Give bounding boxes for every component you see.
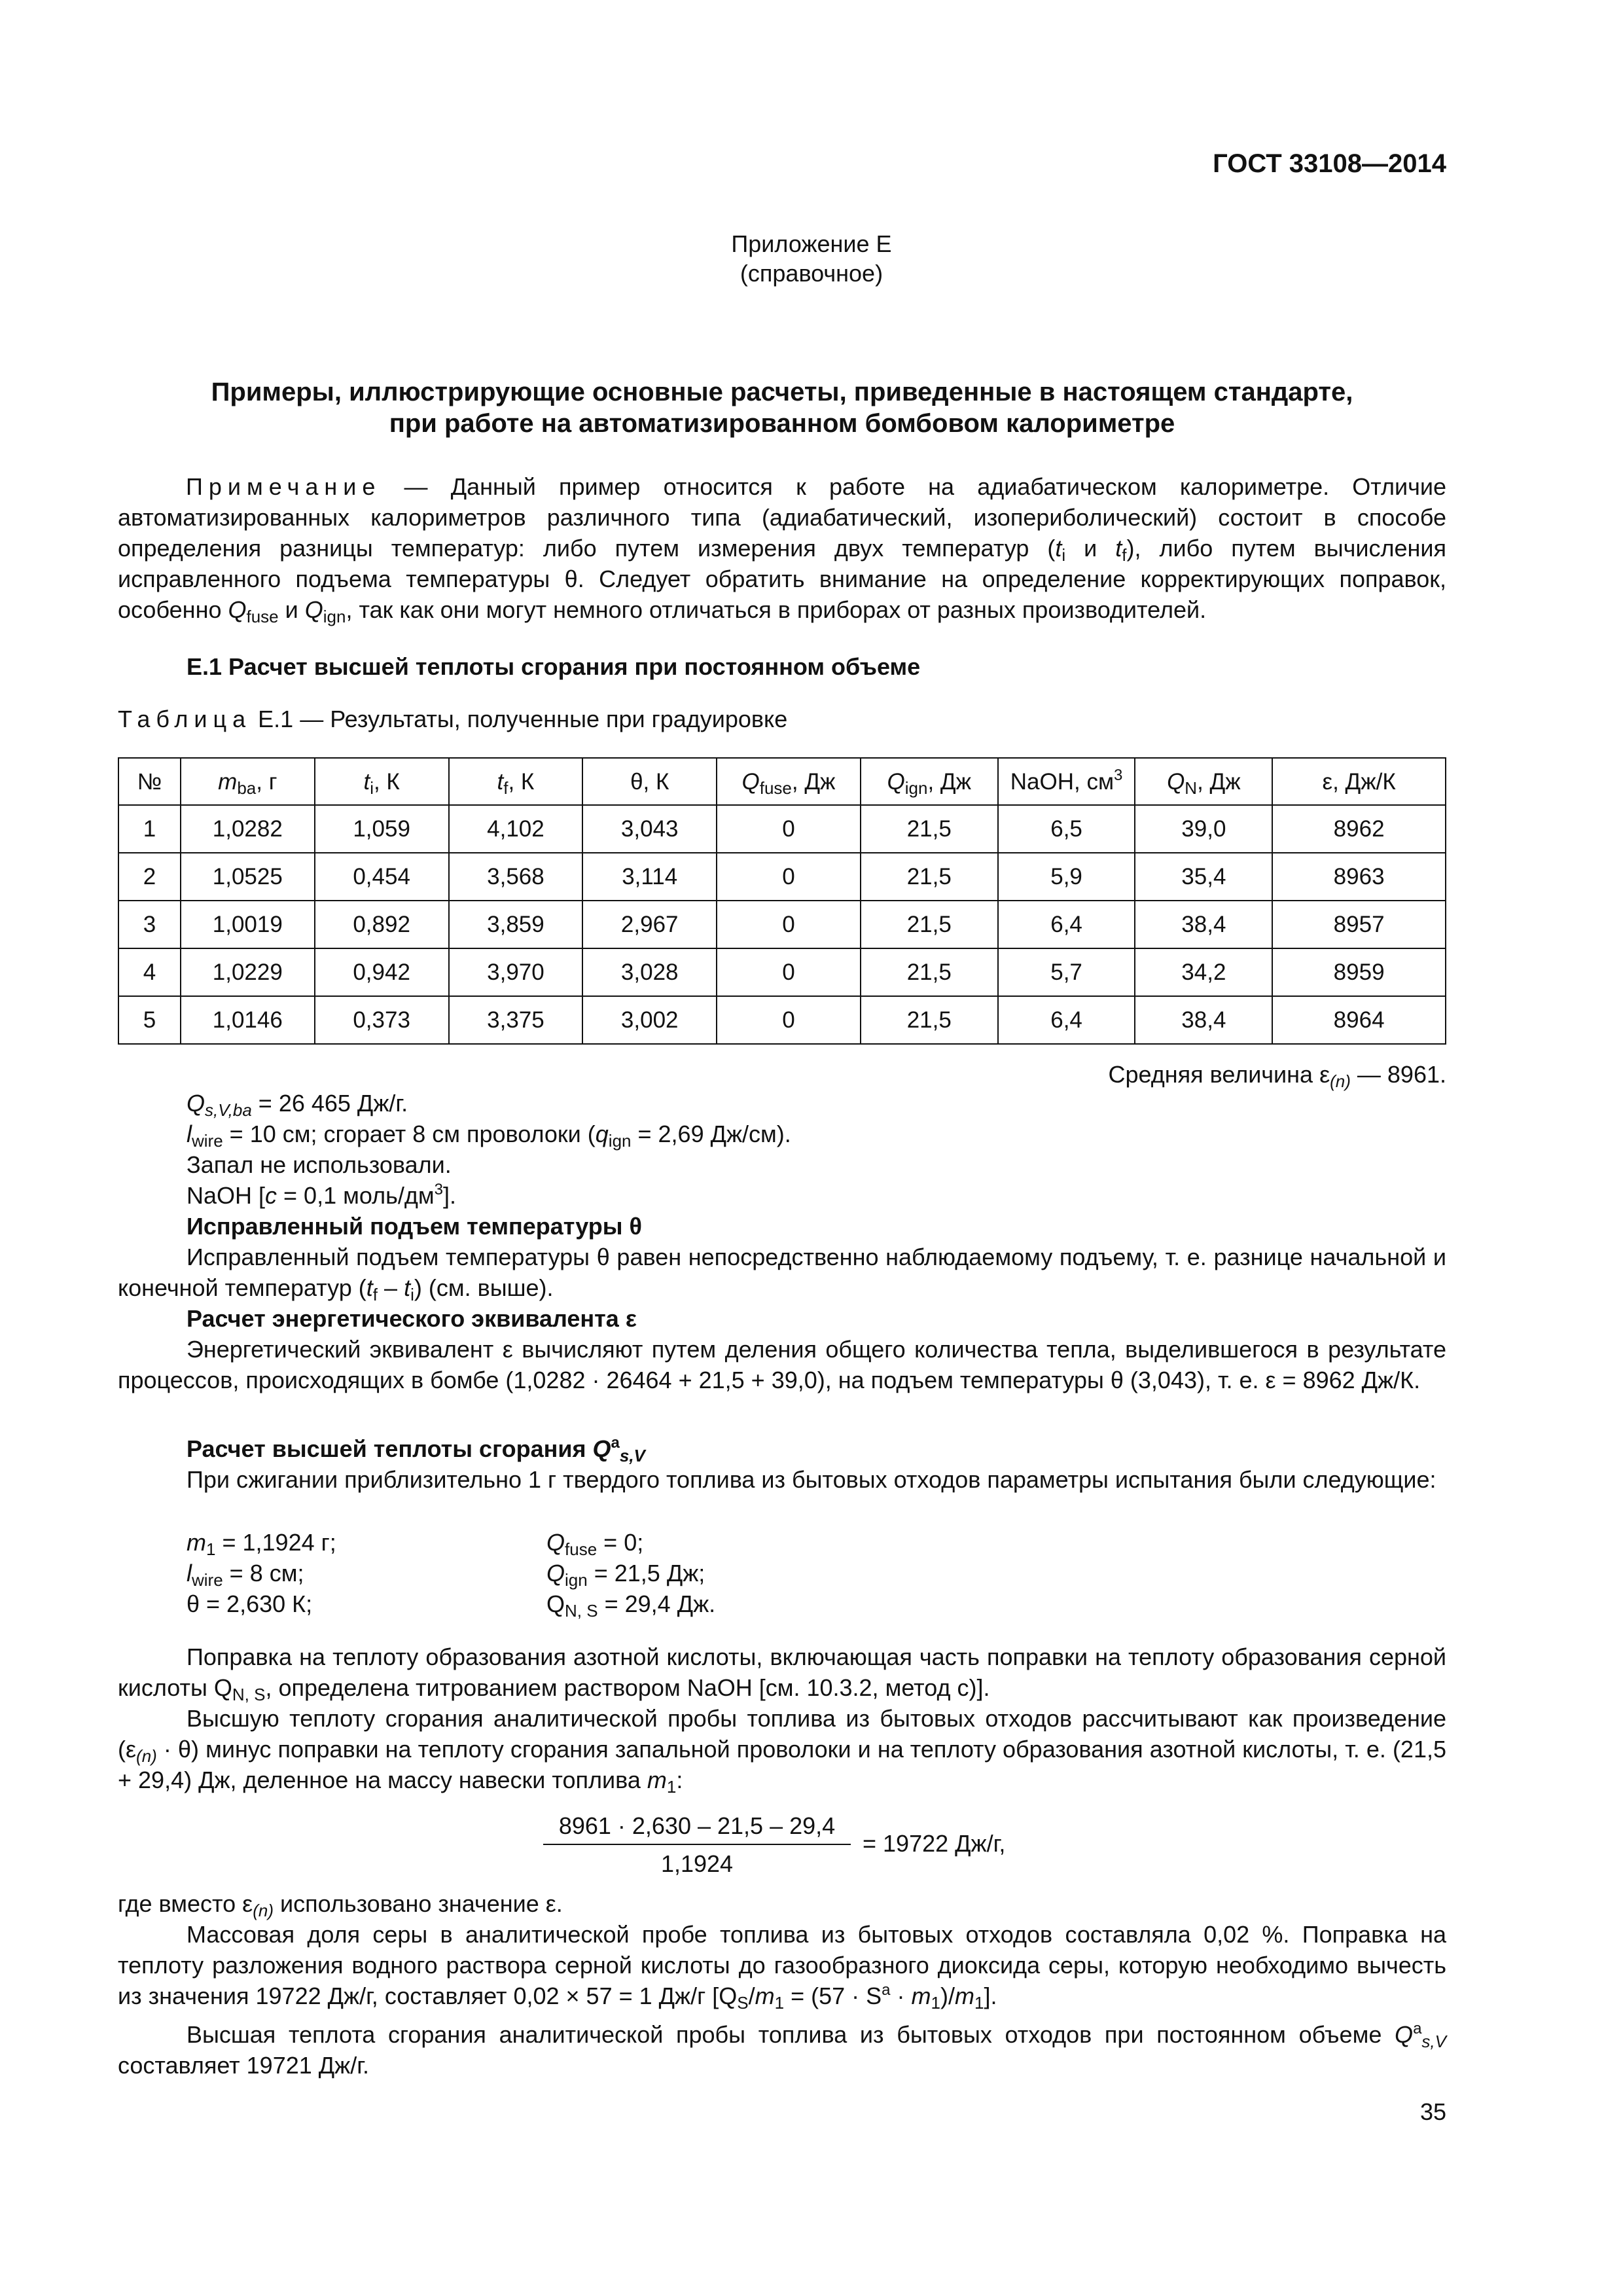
cell-ti: 0,892 bbox=[315, 901, 449, 948]
param-q-ns bbox=[546, 1588, 715, 1619]
symbol: q bbox=[595, 1121, 609, 1147]
header-number: № bbox=[118, 758, 181, 805]
annex-title: Приложение Е bbox=[731, 230, 892, 257]
subscript: N bbox=[1185, 778, 1198, 798]
result-paragraph bbox=[118, 2019, 1446, 2081]
average-label: Средняя величина ε bbox=[1108, 1061, 1330, 1088]
table-label: Таблица bbox=[118, 706, 252, 732]
table-row bbox=[118, 853, 1446, 901]
cell-tf: 3,568 bbox=[449, 853, 583, 901]
cell-theta: 3,028 bbox=[582, 948, 717, 996]
param-qsv bbox=[187, 1088, 1446, 1119]
text: Расчет высшей теплоты сгорания bbox=[187, 1435, 593, 1462]
subscript: 1 bbox=[774, 1993, 785, 2013]
subscript: i bbox=[370, 778, 374, 798]
text: использовано значение ε. bbox=[273, 1890, 563, 1917]
value: = 8 см; bbox=[223, 1560, 304, 1587]
header-energy-equivalent: ε, Дж/К bbox=[1272, 758, 1446, 805]
header-final-temp bbox=[449, 758, 583, 805]
subscript: 1 bbox=[206, 1539, 216, 1559]
subscript: s,V,ba bbox=[205, 1100, 252, 1120]
cell-ti: 0,373 bbox=[315, 996, 449, 1044]
symbol: Q bbox=[887, 768, 905, 795]
text: = (57 · S bbox=[784, 1982, 882, 2009]
text: )/ bbox=[940, 1982, 955, 2009]
text: = 0,1 моль/дм bbox=[277, 1182, 435, 1209]
table-row bbox=[118, 948, 1446, 996]
subscript: N, S bbox=[232, 1685, 266, 1704]
text: / bbox=[748, 1982, 755, 2009]
header-q-fuse bbox=[717, 758, 861, 805]
value: = 21,5 Дж; bbox=[587, 1560, 705, 1587]
page-title bbox=[118, 376, 1446, 439]
subscript: ba bbox=[237, 778, 257, 798]
cell-mass: 1,0525 bbox=[181, 853, 315, 901]
subscript: wire bbox=[192, 1570, 223, 1590]
sulfur-correction-paragraph bbox=[118, 1919, 1446, 2011]
symbol: Q bbox=[741, 768, 760, 795]
symbol-t: t bbox=[1055, 535, 1062, 562]
cell-q-n: 35,4 bbox=[1135, 853, 1272, 901]
page-title-line-2: при работе на автоматизированном бомбовом калориметре bbox=[389, 409, 1175, 438]
text: ]. bbox=[442, 1182, 456, 1209]
header-q-ign bbox=[861, 758, 998, 805]
note-label: Примечание bbox=[186, 473, 382, 500]
note-text: , так как они могут немного отличаться в приборах от разных производителей. bbox=[346, 596, 1207, 623]
subscript: f bbox=[503, 778, 508, 798]
symbol: Q bbox=[546, 1560, 565, 1587]
superscript: a bbox=[1413, 2020, 1422, 2037]
superscript: a bbox=[882, 1981, 891, 1999]
note-text: ), либо путем вычисления исправленного подъема температуры θ. Следует обратить внимание на определение корректирующих поправок, особенно bbox=[118, 535, 1446, 623]
symbol: t bbox=[366, 1274, 373, 1301]
text: составляет 19721 Дж/г. bbox=[118, 2052, 369, 2079]
text: – bbox=[378, 1274, 404, 1301]
subscript: ign bbox=[323, 607, 346, 626]
symbol: t bbox=[404, 1274, 411, 1301]
text: Исправленный подъем температуры θ равен непосредственно наблюдаемому подъему, т. е. разнице начальной и конечной температур ( bbox=[118, 1244, 1446, 1301]
table-row bbox=[118, 996, 1446, 1044]
value: = 29,4 Дж. bbox=[597, 1590, 716, 1617]
average-value bbox=[118, 1059, 1446, 1090]
symbol: Q bbox=[546, 1529, 565, 1556]
subscript: fuse bbox=[246, 607, 279, 626]
cell-q-ign: 21,5 bbox=[861, 901, 998, 948]
text: Поправка на теплоту образования азотной кислоты, включающая часть поправки на теплоту образования серной кислоты Q bbox=[118, 1643, 1446, 1701]
cell-theta: 3,114 bbox=[582, 853, 717, 901]
subscript: ign bbox=[565, 1570, 588, 1590]
text: : bbox=[676, 1767, 683, 1793]
section-heading-e1: Е.1 Расчет высшей теплоты сгорания при постоянном объеме bbox=[187, 653, 921, 680]
annex-type: (справочное) bbox=[740, 260, 883, 287]
superscript: 3 bbox=[434, 1181, 443, 1198]
unit: , г bbox=[256, 768, 277, 795]
subscript: s,V bbox=[1421, 2032, 1446, 2051]
value: = 10 см; сгорает 8 см проволоки ( bbox=[223, 1121, 596, 1147]
symbol: m bbox=[647, 1767, 667, 1793]
subscript: N, S bbox=[565, 1601, 598, 1621]
subscript: (n) bbox=[253, 1901, 274, 1920]
cell-q-n: 38,4 bbox=[1135, 901, 1272, 948]
page-number: 35 bbox=[1419, 2098, 1446, 2125]
cell-mass: 1,0282 bbox=[181, 805, 315, 853]
value: = 2,69 Дж/см). bbox=[631, 1121, 791, 1147]
symbol: m bbox=[187, 1529, 206, 1556]
header-naoh bbox=[998, 758, 1135, 805]
subscript: f bbox=[372, 1285, 378, 1304]
gross-intro-paragraph: При сжигании приблизительно 1 г твердого топлива из бытовых отходов параметры испытания были следующие: bbox=[187, 1466, 1436, 1493]
symbol: m bbox=[755, 1982, 775, 2009]
table-title: Е.1 — Результаты, полученные при градуировке bbox=[251, 706, 788, 732]
text: NaOH [ bbox=[187, 1182, 266, 1209]
cell-theta: 3,002 bbox=[582, 996, 717, 1044]
page-title-line-1: Примеры, иллюстрирующие основные расчеты, приведенные в настоящем стандарте, bbox=[211, 378, 1353, 406]
label: NaOH, см bbox=[1010, 768, 1115, 795]
cell-tf: 4,102 bbox=[449, 805, 583, 853]
value: = 26 465 Дж/г. bbox=[251, 1090, 408, 1117]
cell-theta: 2,967 bbox=[582, 901, 717, 948]
cell-q-ign: 21,5 bbox=[861, 805, 998, 853]
text: ]. bbox=[984, 1982, 997, 2009]
cell-naoh: 5,7 bbox=[998, 948, 1135, 996]
cell-q-n: 39,0 bbox=[1135, 805, 1272, 853]
param-wire bbox=[187, 1558, 1446, 1588]
superscript: 3 bbox=[1114, 766, 1123, 784]
cell-naoh: 6,5 bbox=[998, 805, 1135, 853]
heading-gross-calorific bbox=[187, 1433, 1446, 1464]
param-naoh bbox=[187, 1180, 1446, 1211]
symbol: Q bbox=[546, 1590, 565, 1617]
calculation-paragraph bbox=[118, 1703, 1446, 1795]
subscript: fuse bbox=[565, 1539, 597, 1559]
param-fuse: Запал не использовали. bbox=[187, 1151, 452, 1178]
symbol: c bbox=[265, 1182, 277, 1209]
unit: , Дж bbox=[927, 768, 972, 795]
text: · bbox=[890, 1982, 912, 2009]
cell-epsilon: 8959 bbox=[1272, 948, 1446, 996]
cell-number: 2 bbox=[118, 853, 181, 901]
cell-epsilon: 8964 bbox=[1272, 996, 1446, 1044]
subscript: i bbox=[410, 1285, 414, 1304]
symbol: m bbox=[218, 768, 238, 795]
table-row bbox=[118, 901, 1446, 948]
symbol: m bbox=[911, 1982, 931, 2009]
symbol: m bbox=[954, 1982, 974, 2009]
text: где вместо ε bbox=[118, 1890, 253, 1917]
param-theta: θ = 2,630 К; bbox=[187, 1590, 313, 1617]
standard-number: ГОСТ 33108—2014 bbox=[1213, 149, 1446, 178]
subscript: 1 bbox=[666, 1777, 677, 1797]
cell-tf: 3,859 bbox=[449, 901, 583, 948]
text: Высшая теплота сгорания аналитической пробы топлива из бытовых отходов при постоянном объеме bbox=[187, 2021, 1395, 2048]
cell-q-n: 34,2 bbox=[1135, 948, 1272, 996]
symbol: t bbox=[497, 768, 504, 795]
header-initial-temp bbox=[315, 758, 449, 805]
superscript: a bbox=[611, 1434, 620, 1452]
note-text: — Данный пример относится к работе на адиабатическом калориметре. Отличие автоматизированных калориметров различного типа (адиабатический, изопериболический) состоит в способе определения разницы температур: либо путем измерения двух температур ( bbox=[118, 473, 1446, 562]
table-header-row bbox=[118, 758, 1446, 805]
symbol-t: t bbox=[1115, 535, 1122, 562]
fraction-bar bbox=[543, 1844, 851, 1845]
cell-mass: 1,0229 bbox=[181, 948, 315, 996]
symbol: l bbox=[187, 1560, 192, 1587]
cell-q-fuse: 0 bbox=[717, 996, 861, 1044]
cell-q-n: 38,4 bbox=[1135, 996, 1272, 1044]
subscript: ign bbox=[904, 778, 928, 798]
cell-tf: 3,375 bbox=[449, 996, 583, 1044]
formula-denominator: 1,1924 bbox=[660, 1850, 734, 1877]
cell-q-ign: 21,5 bbox=[861, 996, 998, 1044]
heading-energy-equivalent: Расчет энергетического эквивалента ε bbox=[187, 1305, 637, 1332]
subscript: ign bbox=[608, 1131, 632, 1151]
subscript: 1 bbox=[931, 1993, 940, 2013]
table-caption bbox=[118, 704, 787, 734]
symbol: Q bbox=[1395, 2021, 1414, 2048]
symbol: Q bbox=[1167, 768, 1185, 795]
formula-result: = 19722 Дж/г, bbox=[863, 1830, 1006, 1857]
subscript: fuse bbox=[759, 778, 792, 798]
symbol: Q bbox=[592, 1435, 611, 1462]
text: Массовая доля серы в аналитической пробе топлива из бытовых отходов составляла 0,02 %. Поправка на теплоту разложения водного раствора серной кислоты до газообразного диоксида серы, которую необходимо вычесть из значения 19722 Дж/г, составляет 0,02 × 57 = 1 Дж/г [Q bbox=[118, 1921, 1446, 2009]
subscript: s,V bbox=[619, 1446, 645, 1465]
subscript: 1 bbox=[974, 1993, 984, 2013]
cell-naoh: 6,4 bbox=[998, 901, 1135, 948]
text: Высшую теплоту сгорания аналитической пробы топлива из бытовых отходов рассчитывают как произведение (ε bbox=[118, 1705, 1446, 1763]
energy-equivalent-paragraph: Энергетический эквивалент ε вычисляют путем деления общего количества тепла, выделившегося в результате процессов, происходящих в бомбе (1,0282 · 26464 + 21,5 + 39,0), на подъем температуры θ (3,043), т. е. ε = 8962 Дж/К. bbox=[118, 1336, 1446, 1393]
unit: , Дж bbox=[791, 768, 836, 795]
calibration-table bbox=[118, 757, 1446, 1045]
text: ) (см. выше). bbox=[414, 1274, 554, 1301]
cell-q-fuse: 0 bbox=[717, 901, 861, 948]
subscript: S bbox=[737, 1993, 749, 2013]
cell-q-fuse: 0 bbox=[717, 853, 861, 901]
cell-mass: 1,0146 bbox=[181, 996, 315, 1044]
table-row bbox=[118, 805, 1446, 853]
cell-q-ign: 21,5 bbox=[861, 948, 998, 996]
cell-naoh: 5,9 bbox=[998, 853, 1135, 901]
nitric-correction-paragraph bbox=[118, 1641, 1446, 1703]
cell-ti: 0,454 bbox=[315, 853, 449, 901]
param-wire-length bbox=[187, 1119, 1446, 1149]
subscript: (n) bbox=[1330, 1071, 1351, 1091]
subscript: (n) bbox=[136, 1746, 157, 1766]
unit: , Дж bbox=[1197, 768, 1241, 795]
cell-number: 4 bbox=[118, 948, 181, 996]
cell-ti: 1,059 bbox=[315, 805, 449, 853]
symbol-q: Q bbox=[304, 596, 323, 623]
cell-tf: 3,970 bbox=[449, 948, 583, 996]
cell-q-fuse: 0 bbox=[717, 805, 861, 853]
subscript: f bbox=[1122, 545, 1127, 565]
heading-temperature-rise: Исправленный подъем температуры θ bbox=[187, 1213, 643, 1240]
cell-naoh: 6,4 bbox=[998, 996, 1135, 1044]
cell-number: 5 bbox=[118, 996, 181, 1044]
cell-number: 1 bbox=[118, 805, 181, 853]
subscript: i bbox=[1061, 545, 1066, 565]
note-paragraph bbox=[118, 471, 1446, 625]
cell-q-fuse: 0 bbox=[717, 948, 861, 996]
cell-epsilon: 8963 bbox=[1272, 853, 1446, 901]
cell-theta: 3,043 bbox=[582, 805, 717, 853]
subscript: wire bbox=[192, 1131, 223, 1151]
cell-ti: 0,942 bbox=[315, 948, 449, 996]
value: = 1,1924 г; bbox=[215, 1529, 336, 1556]
header-q-n bbox=[1135, 758, 1272, 805]
symbol: Q bbox=[187, 1090, 205, 1117]
param-q-fuse bbox=[546, 1527, 643, 1558]
cell-mass: 1,0019 bbox=[181, 901, 315, 948]
unit: , К bbox=[508, 768, 535, 795]
cell-number: 3 bbox=[118, 901, 181, 948]
cell-epsilon: 8962 bbox=[1272, 805, 1446, 853]
value: = 0; bbox=[597, 1529, 644, 1556]
header-temp-rise: θ, К bbox=[582, 758, 717, 805]
symbol-q: Q bbox=[228, 596, 247, 623]
note-text: и bbox=[278, 596, 305, 623]
param-m1 bbox=[187, 1527, 1446, 1558]
unit: , К bbox=[373, 768, 400, 795]
cell-q-ign: 21,5 bbox=[861, 853, 998, 901]
note-text: и bbox=[1065, 535, 1116, 562]
temperature-rise-paragraph bbox=[118, 1242, 1446, 1303]
header-sample-mass bbox=[181, 758, 315, 805]
average-value-text: — 8961. bbox=[1350, 1061, 1446, 1088]
param-q-ign bbox=[546, 1558, 705, 1588]
cell-epsilon: 8957 bbox=[1272, 901, 1446, 948]
symbol: l bbox=[187, 1121, 192, 1147]
formula-numerator: 8961 · 2,630 – 21,5 – 29,4 bbox=[558, 1812, 836, 1839]
text: · θ) минус поправки на теплоту сгорания запальной проволоки и на теплоту образования азотной кислоты, т. е. (21,5 + 29,4) Дж, деленное на массу навески топлива bbox=[118, 1736, 1446, 1793]
text: , определена титрованием раствором NaOH [см. 10.3.2, метод c)]. bbox=[265, 1674, 990, 1701]
symbol: t bbox=[363, 768, 370, 795]
epsilon-note bbox=[118, 1888, 1378, 1919]
